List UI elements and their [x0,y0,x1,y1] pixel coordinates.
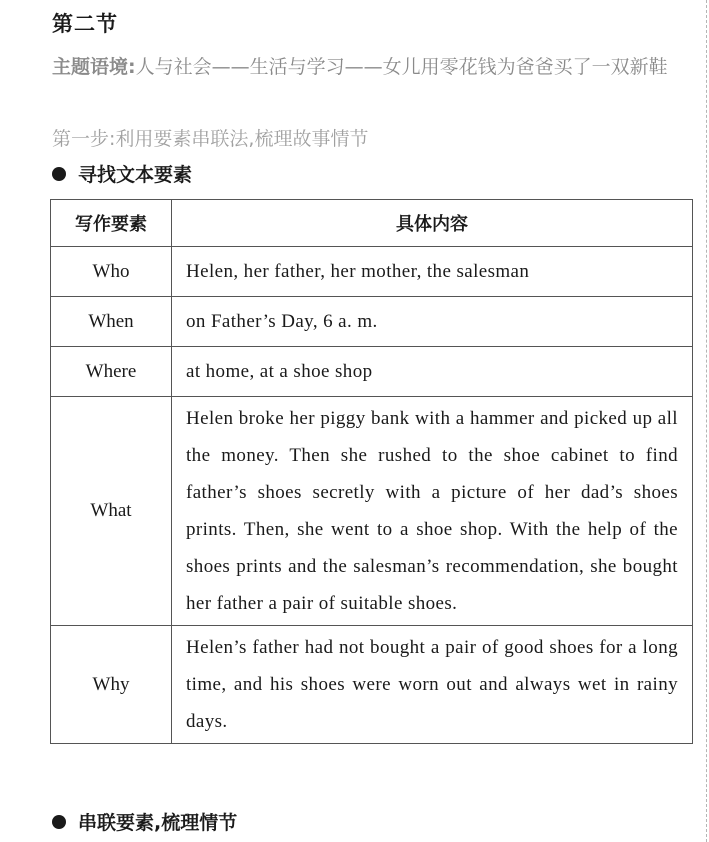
step-one-text: 第一步:利用要素串联法,梳理故事情节 [52,128,369,150]
link-elements-heading [52,808,237,835]
element-cell: Where [51,347,172,397]
find-elements-heading [52,160,192,187]
content-cell: on Father’s Day, 6 a. m. [172,297,693,347]
bullet-icon [52,167,66,181]
bullet-icon [52,815,66,829]
elements-table [50,199,693,744]
element-cell: Who [51,247,172,297]
find-elements-label: 寻找文本要素 [78,164,193,186]
table-row [51,347,693,397]
content-cell: Helen, her father, her mother, the salesman [172,247,693,297]
content-cell: Helen’s father had not bought a pair of good shoes for a long time, and his shoes were worn out and always wet in rainy days. [172,626,693,744]
content-cell: at home, at a shoe shop [172,347,693,397]
table-row [51,247,693,297]
content-cell: Helen broke her piggy bank with a hammer and picked up all the money. Then she rushed to the shoe cabinet to find father’s shoes secretly with a picture of her dad’s shoes prints. Then, she went to a shoe shop. With the help of the shoes prints and the salesman’s recommendation, she bought her father a pair of suitable shoes. [172,397,693,626]
link-elements-label: 串联要素,梳理情节 [78,812,238,834]
header-element: 写作要素 [51,200,172,247]
element-cell: Why [51,626,172,744]
element-cell: What [51,397,172,626]
table-row [51,626,693,744]
table-row [51,397,693,626]
section-title: 第二节 [52,12,118,36]
table-header-row [51,200,693,247]
theme-text: 人与社会——生活与学习——女儿用零花钱为爸爸买了一双新鞋 [135,56,668,78]
dashed-margin-line [706,0,707,842]
theme-label: 主题语境: [52,56,136,78]
header-content: 具体内容 [172,200,693,247]
theme-context [52,50,697,84]
element-cell: When [51,297,172,347]
table-row [51,297,693,347]
